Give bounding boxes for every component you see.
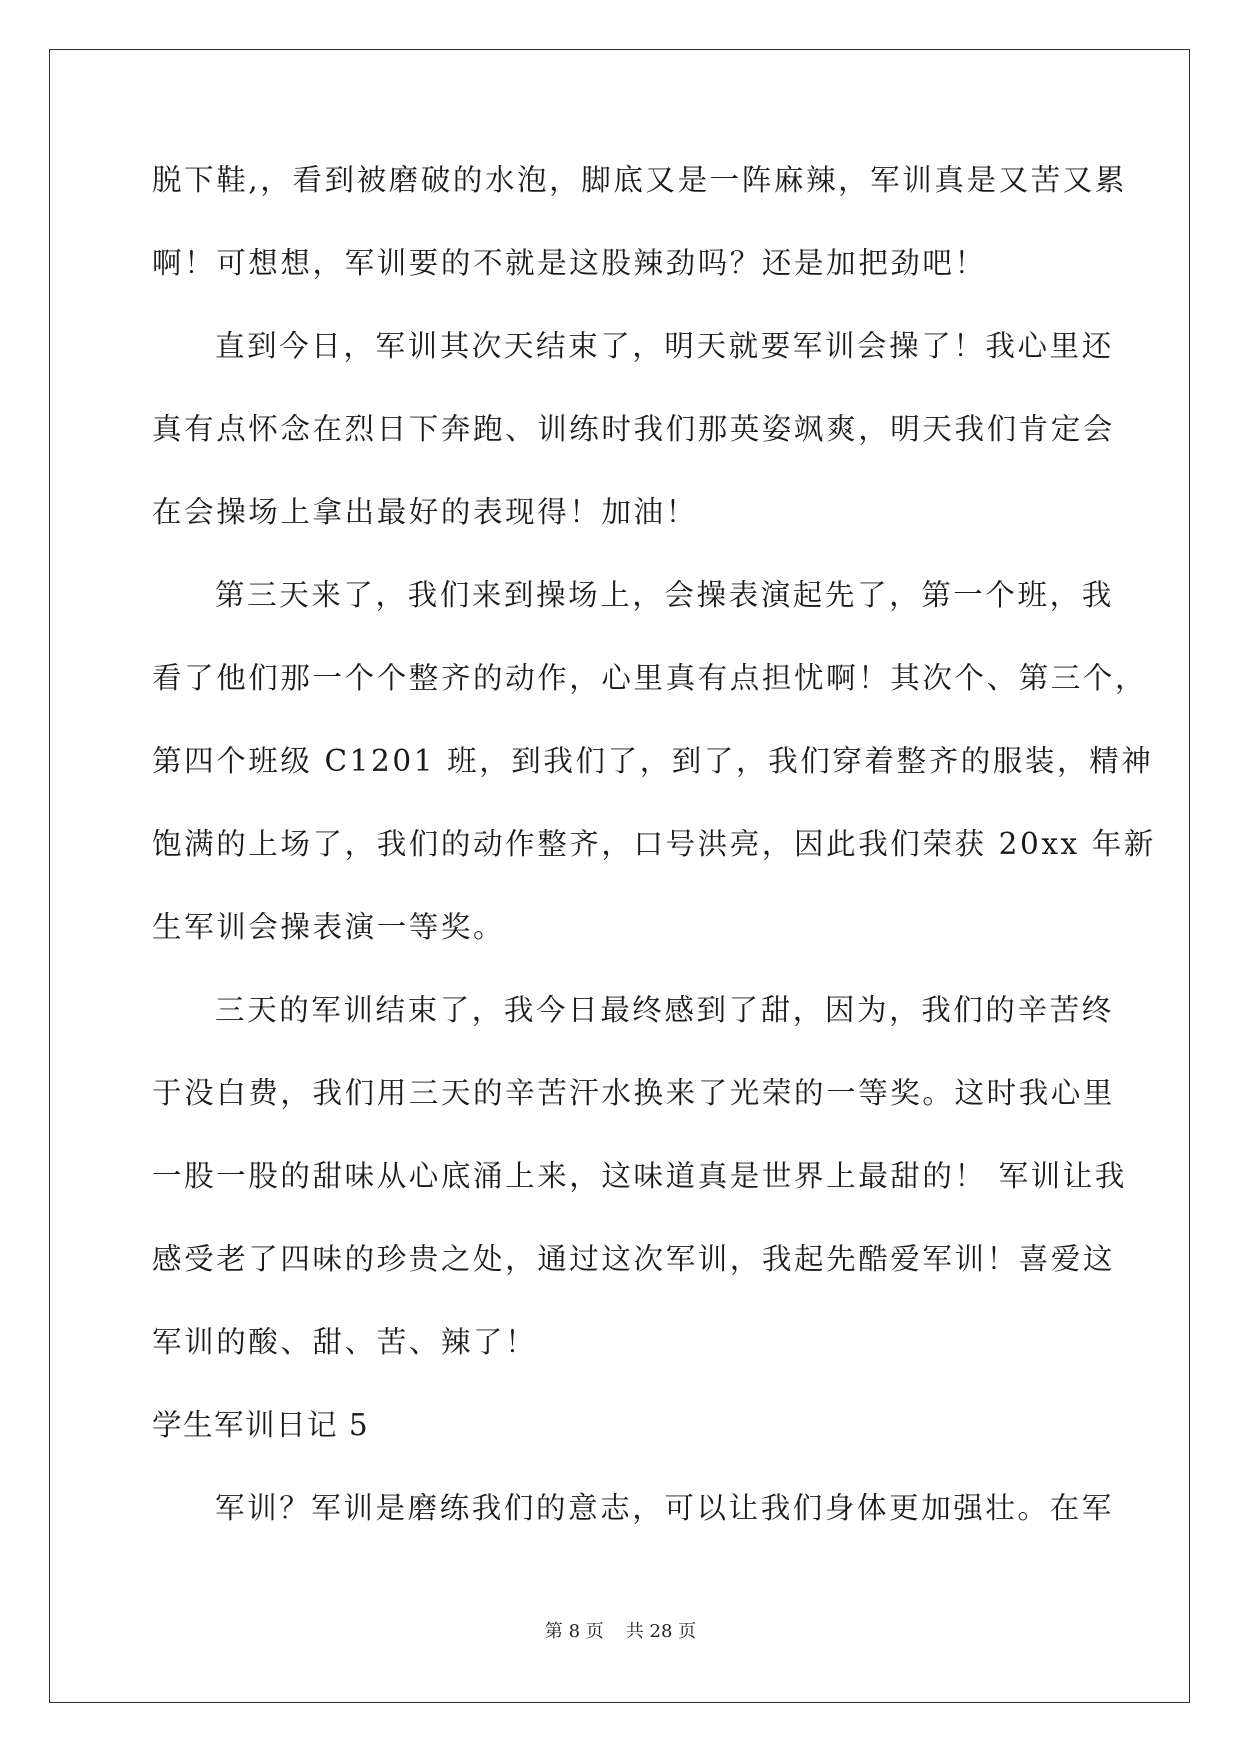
text-line: 在会操场上拿出最好的表现得！加油！	[152, 495, 698, 529]
text-line: 感受老了四味的珍贵之处，通过这次军训，我起先酷爱军训！喜爱这	[152, 1242, 1116, 1276]
page-number: 第 8 页	[544, 1621, 604, 1642]
paragraph-start-line: 第三天来了，我们来到操场上，会操表演起先了，第一个班，我	[215, 578, 1114, 612]
text-line: 一股一股的甜味从心底涌上来，这味道真是世界上最甜的！ 军训让我	[152, 1159, 1127, 1193]
text-line: 饱满的上场了，我们的动作整齐，口号洪亮，因此我们荣获 20xx 年新	[152, 827, 1156, 861]
page-total: 共 28 页	[625, 1621, 697, 1642]
text-line: 第四个班级 C1201 班，到我们了，到了，我们穿着整齐的服装，精神	[152, 744, 1154, 778]
text-line: 军训的酸、甜、苦、辣了！	[152, 1325, 538, 1359]
paragraph-start-line: 直到今日，军训其次天结束了，明天就要军训会操了！我心里还	[215, 329, 1114, 363]
document-body	[152, 155, 1156, 1566]
text-line: 啊！可想想，军训要的不就是这股辣劲吗？还是加把劲吧！	[152, 246, 987, 280]
text-line: 生军训会操表演一等奖。	[152, 910, 506, 944]
paragraph-start-line: 三天的军训结束了，我今日最终感到了甜，因为，我们的辛苦终	[215, 993, 1114, 1027]
page-footer	[0, 1617, 1241, 1643]
paragraph-start-line: 军训？军训是磨练我们的意志，可以让我们身体更加强壮。在军	[215, 1491, 1114, 1525]
text-line: 脱下鞋,，看到被磨破的水泡，脚底又是一阵麻辣，军训真是又苦又累	[152, 163, 1127, 197]
text-line: 于没白费，我们用三天的辛苦汗水换来了光荣的一等奖。这时我心里	[152, 1076, 1116, 1110]
text-line: 看了他们那一个个整齐的动作，心里真有点担忧啊！其次个、第三个，	[152, 661, 1148, 695]
text-line: 真有点怀念在烈日下奔跑、训练时我们那英姿飒爽，明天我们肯定会	[152, 412, 1116, 446]
section-heading: 学生军训日记 5	[152, 1408, 370, 1442]
